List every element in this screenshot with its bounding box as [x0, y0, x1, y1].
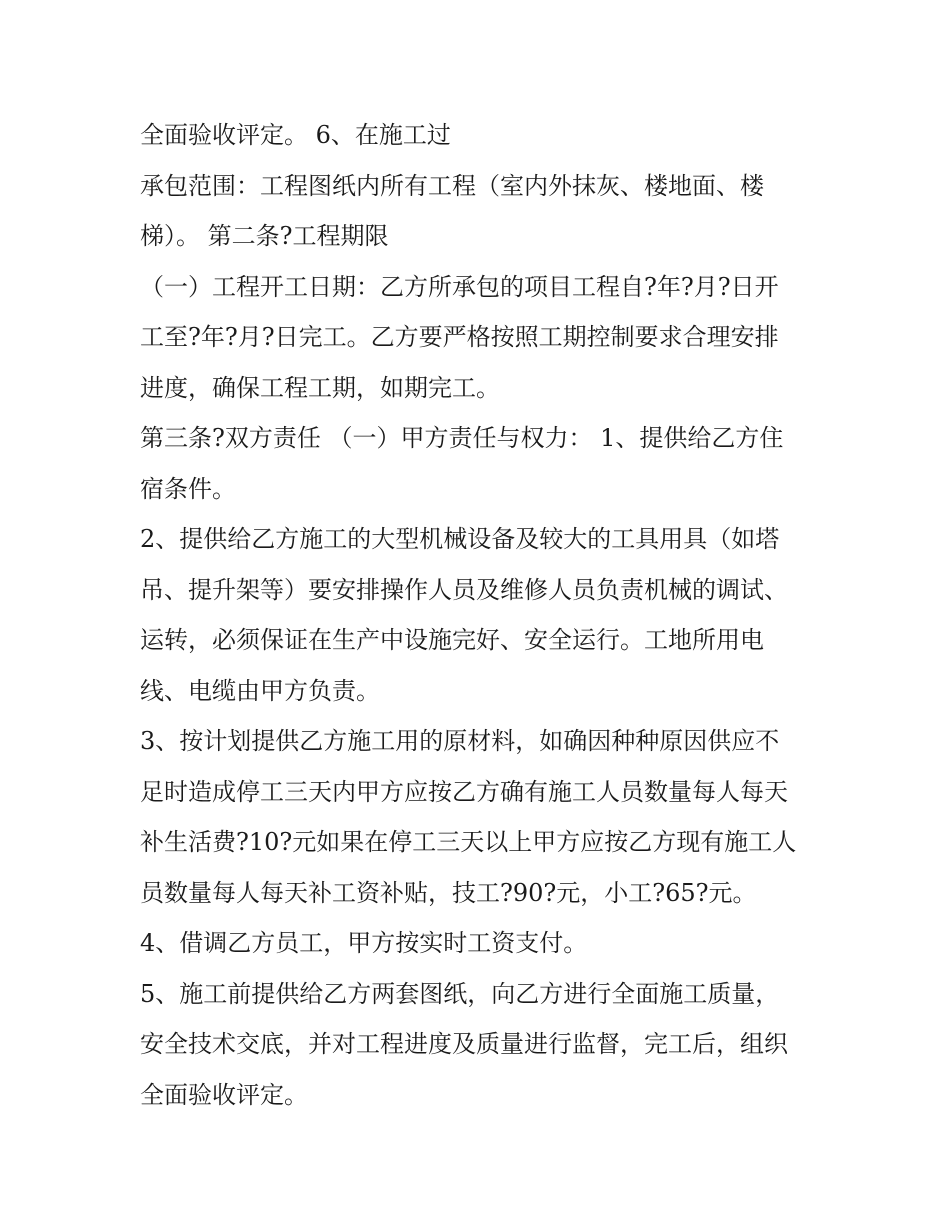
text-line: 工至?年?月?日完工。乙方要严格按照工期控制要求合理安排 — [140, 323, 779, 351]
text-line: 员数量每人每天补工资补贴，技工?90?元，小工?65?元。 — [140, 878, 757, 907]
text-line: 运转，必须保证在生产中设施完好、安全运行。工地所用电 — [140, 626, 764, 654]
text-line: 线、电缆由甲方负责。 — [140, 676, 380, 705]
text-line: 4、借调乙方员工，甲方按实时工资支付。 — [140, 929, 588, 957]
text-line: 2、提供给乙方施工的大型机械设备及较大的工具用具（如塔 — [140, 525, 780, 553]
text-line: 第三条?双方责任 （一）甲方责任与权力： 1、提供给乙方住 — [140, 424, 784, 452]
document-body — [140, 110, 820, 1120]
text-line: 安全技术交底，并对工程进度及质量进行监督，完工后，组织 — [140, 1030, 788, 1058]
text-line: （一）工程开工日期：乙方所承包的项目工程自?年?月?日开 — [140, 272, 779, 301]
text-line: 宿条件。 — [140, 474, 236, 503]
text-line: 全面验收评定。 6、在施工过 — [140, 121, 451, 149]
text-line: 5、施工前提供给乙方两套图纸，向乙方进行全面施工质量， — [140, 979, 780, 1008]
text-line: 进度，确保工程工期，如期完工。 — [140, 373, 500, 402]
text-line: 梯）。 第二条?工程期限 — [140, 222, 389, 250]
text-line: 3、按计划提供乙方施工用的原材料，如确因种种原因供应不 — [140, 727, 780, 755]
text-line: 全面验收评定。 — [140, 1080, 308, 1109]
text-line: 补生活费?10?元如果在停工三天以上甲方应按乙方现有施工人 — [140, 828, 797, 856]
text-line: 吊、提升架等）要安排操作人员及维修人员负责机械的调试、 — [140, 575, 788, 604]
text-line: 足时造成停工三天内甲方应按乙方确有施工人员数量每人每天 — [140, 777, 788, 806]
text-line: 承包范围：工程图纸内所有工程（室内外抹灰、楼地面、楼 — [140, 171, 764, 200]
